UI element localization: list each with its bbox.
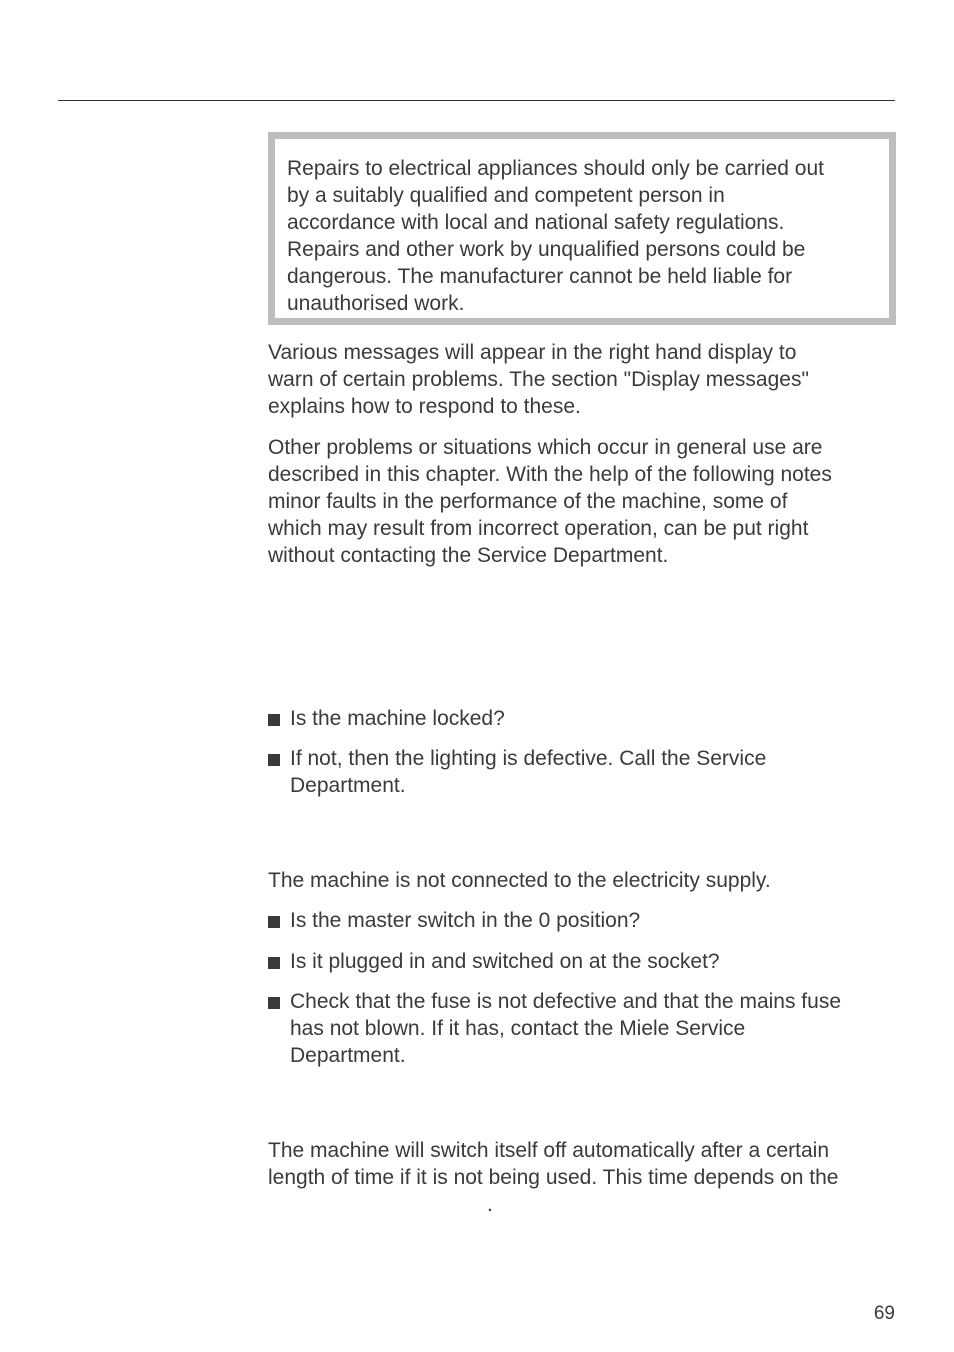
section3-paragraph: The machine will switch itself off automatically after a certain length of time if it is not being used. This time depends on the [268, 1139, 839, 1189]
list-item [268, 948, 898, 975]
bullet-square-icon [268, 997, 280, 1009]
bullet-square-icon [268, 714, 280, 726]
intro-paragraph-1: Various messages will appear in the right hand display to warn of certain problems. The section "Display messages" explains how to respond to these. [268, 341, 809, 418]
list-item [268, 907, 898, 934]
header-rule [58, 100, 895, 101]
page-number: 69 [873, 1303, 895, 1324]
list-item-text: Is the master switch in the 0 position? [290, 909, 641, 932]
list-item [268, 988, 898, 1069]
section2-lead: The machine is not connected to the electricity supply. [268, 869, 771, 892]
intro-paragraph-2: Other problems or situations which occur in general use are described in this chapter. With the help of the following notes minor faults in the performance of the machine, some of which may result from incorrect operation, can be put right without contacting the Service Department. [268, 436, 832, 567]
bullet-square-icon [268, 957, 280, 969]
section3-trailing-period: . [487, 1193, 493, 1216]
bullet-square-icon [268, 916, 280, 928]
list-item [268, 745, 898, 799]
list-item-text: Is the machine locked? [290, 707, 505, 730]
list-item-text: Is it plugged in and switched on at the socket? [290, 950, 720, 973]
list-item-text: Check that the fuse is not defective and that the mains fuse has not blown. If it has, contact the Miele Service Department. [290, 990, 841, 1067]
warning-box [268, 132, 896, 325]
warning-text: Repairs to electrical appliances should only be carried out by a suitably qualified and competent person in accordance with local and national safety regulations. Repairs and other work by unqualified persons could be dangerous. The manufacturer cannot be held liable for unauthorised work. [287, 157, 824, 315]
bullet-square-icon [268, 754, 280, 766]
list-item-text: If not, then the lighting is defective. Call the Service Department. [290, 747, 767, 797]
list-item [268, 705, 898, 732]
